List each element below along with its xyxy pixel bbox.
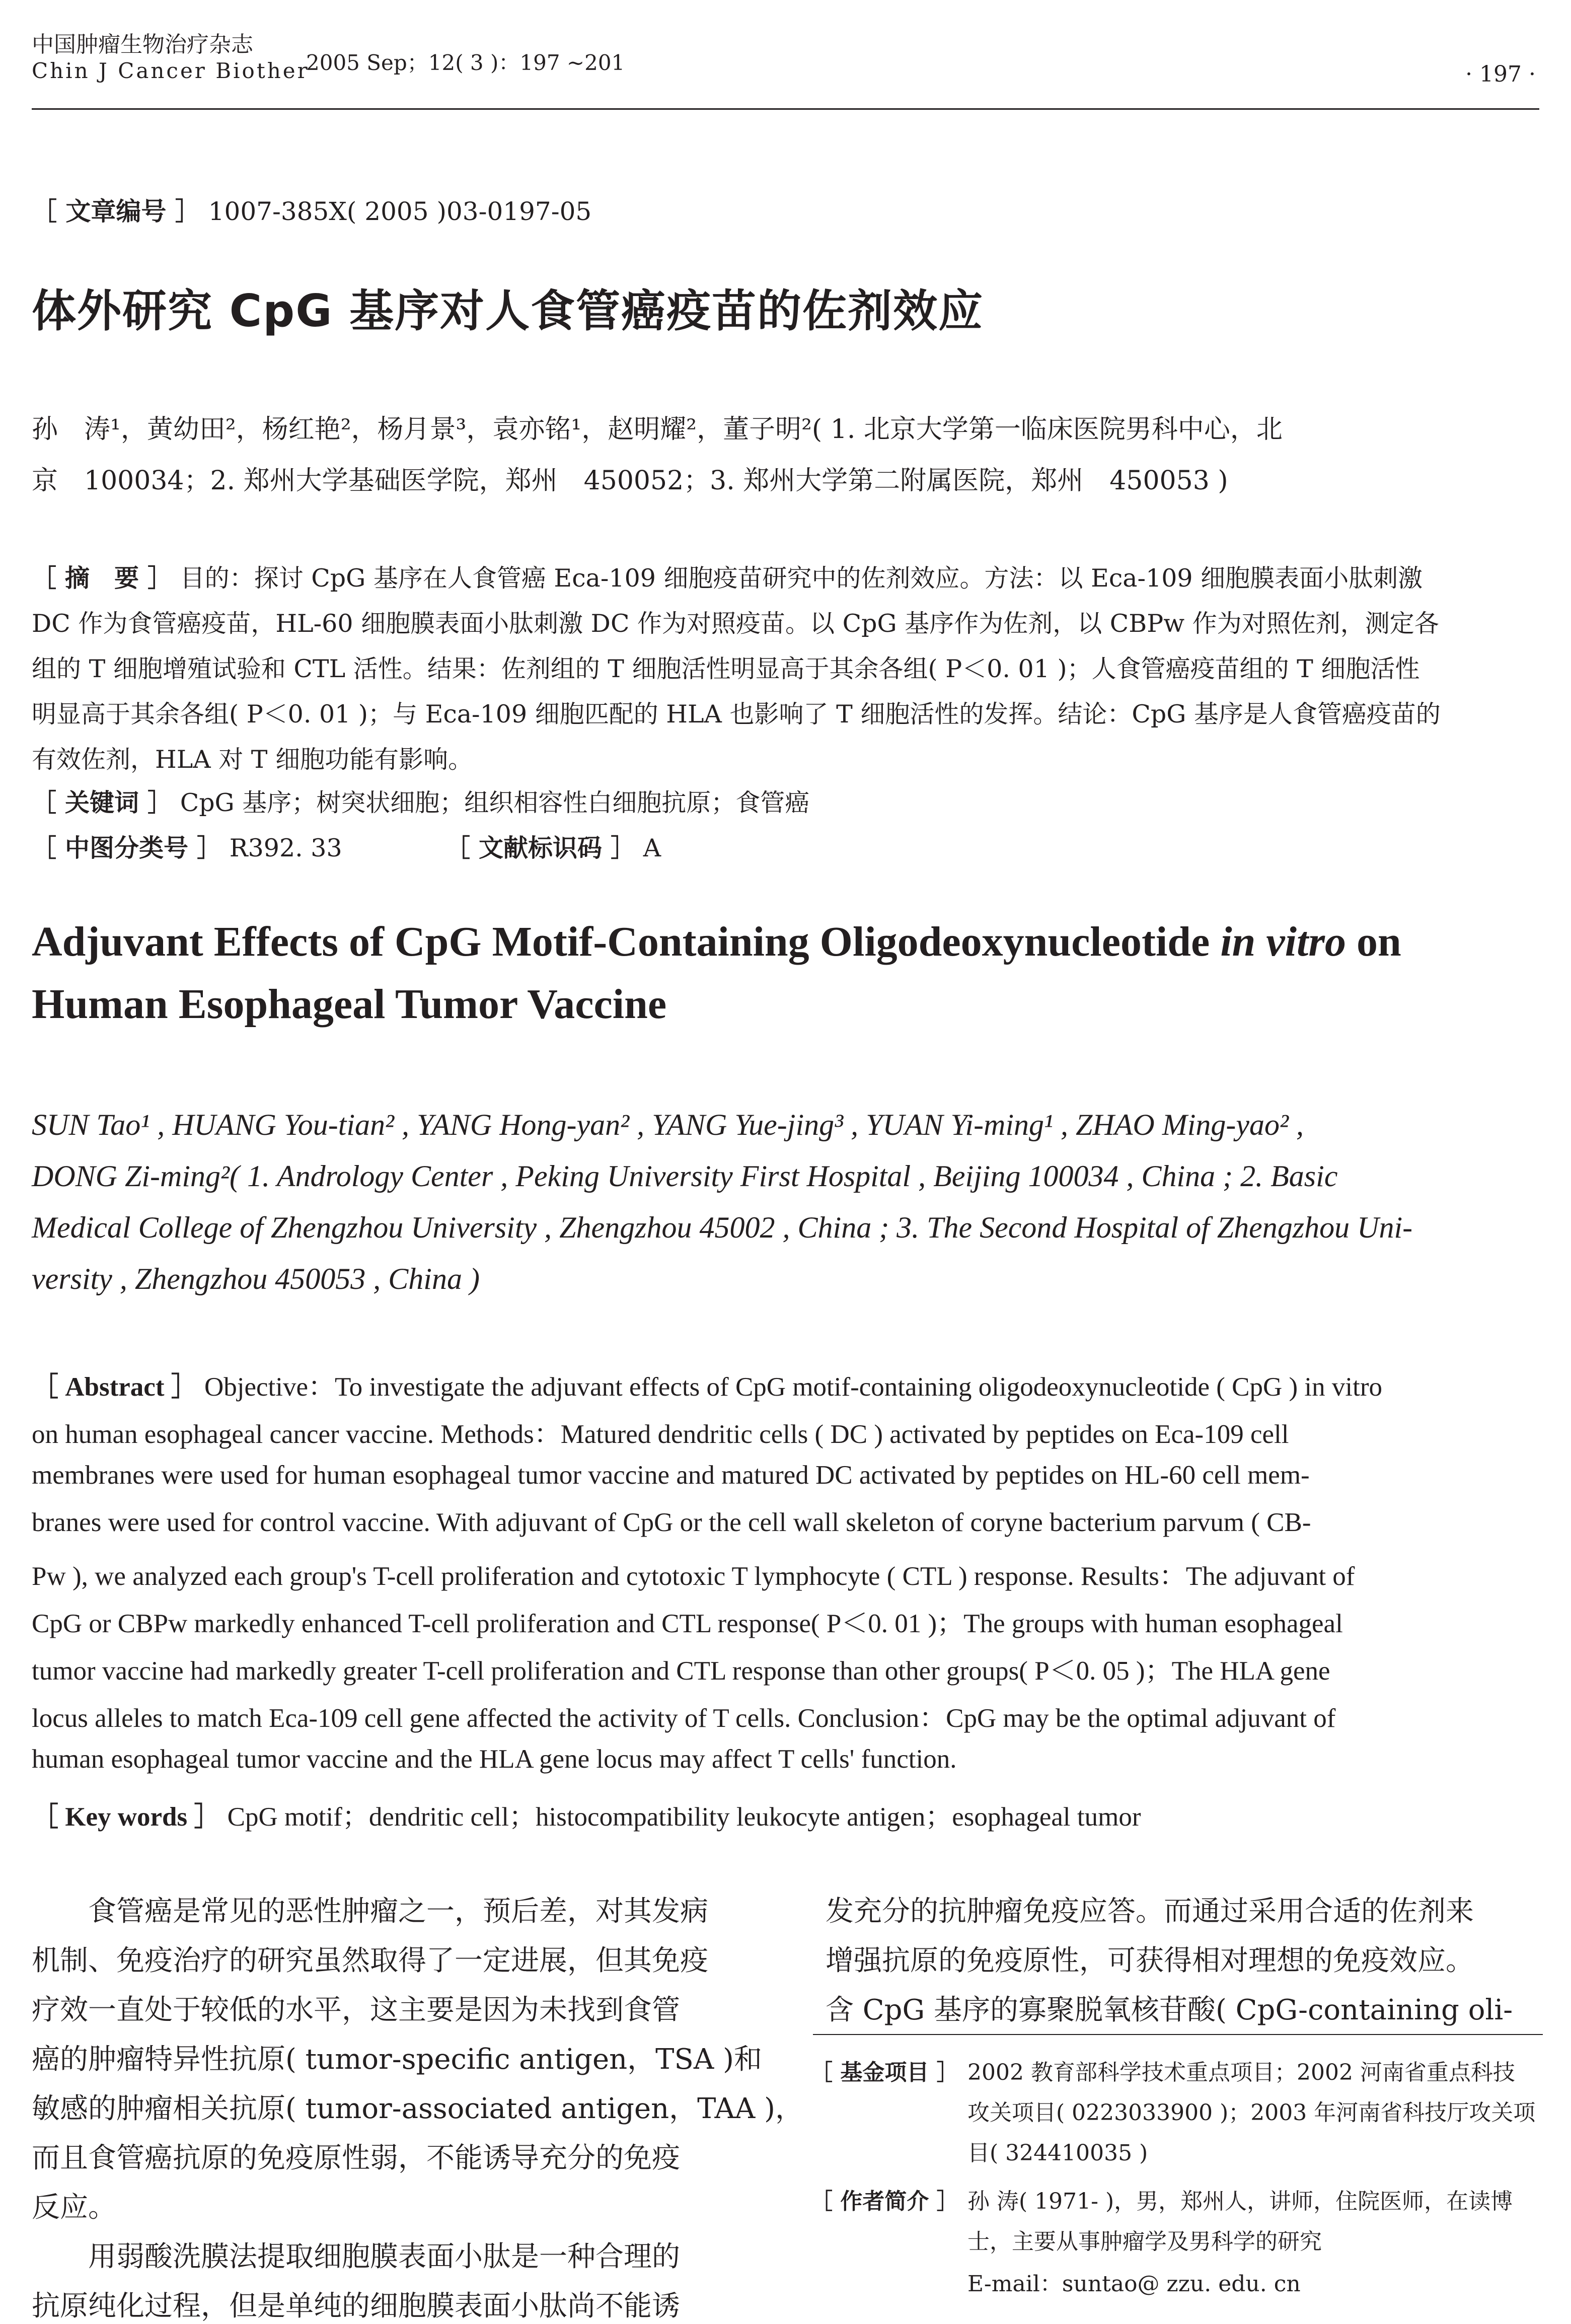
page-number: · 197 ·	[1465, 61, 1536, 87]
en-title-line-1	[32, 917, 1401, 966]
fund-text: 目( 324410035 )	[967, 2140, 1148, 2166]
article-number-label: ［ 文章编号 ］	[32, 197, 200, 226]
author-bio-text: 孙 涛( 1971- )，男，郑州人，讲师，住院医师，在读博	[967, 2189, 1513, 2214]
cn-authors-line-1: 孙 涛¹，黄幼田²，杨红艳²，杨月景³，袁亦铭¹，赵明耀²，董子明²( 1. 北京大学第一临床医院男科中心，北	[32, 414, 1283, 445]
en-abstract-line: locus alleles to match Eca-109 cell gene affected the activity of T cells. Conclusion：CpG may be the optimal adjuvant of	[32, 1704, 1336, 1733]
author-email: E-mail：suntao@ zzu. edu. cn	[967, 2271, 1301, 2297]
en-abstract-line	[32, 1365, 1382, 1404]
en-abstract-line: Pw ), we analyzed each group's T-cell proliferation and cytotoxic T lymphocyte ( CTL ) response. Results：The adjuvant of	[32, 1562, 1355, 1591]
article-number-value: 1007-385X( 2005 )03-0197-05	[208, 197, 592, 226]
footnote-rule	[813, 2034, 1543, 2035]
cn-abstract-line	[32, 559, 1423, 594]
fund-text: 攻关项目( 0223033900 )；2003 年河南省科技厅攻关项	[967, 2100, 1536, 2126]
en-authors-line: Medical College of Zhengzhou University , Zhengzhou 45002 , China ; 3. The Second Hospital of Zhengzhou Uni-	[32, 1211, 1413, 1244]
body-right-line: 含 CpG 基序的寡聚脱氧核苷酸( CpG-containing oli-	[826, 1994, 1513, 2026]
body-left-line: 疗效一直处于较低的水平，这主要是因为未找到食管	[32, 1994, 680, 2026]
cn-authors-line-2: 京 100034；2. 郑州大学基础医学院，郑州 450052；3. 郑州大学第二附属医院，郑州 450053 )	[32, 466, 1228, 496]
en-title-text: Adjuvant Effects of CpG Motif-Containing Oligodeoxynucleotide	[32, 918, 1221, 965]
body-left-line: 食管癌是常见的恶性肿瘤之一，预后差，对其发病	[32, 1895, 708, 1928]
doc-code-value: A	[643, 834, 661, 862]
en-authors-line: DONG Zi-ming²( 1. Andrology Center , Peking University First Hospital , Beijing 100034 , China ; 2. Basic	[32, 1159, 1338, 1193]
author-bio-line	[810, 2183, 959, 2215]
cn-abstract-line: DC 作为食管癌疫苗，HL-60 细胞膜表面小肽刺激 DC 作为对照疫苗。以 CpG 基序作为佐剂，以 CBPw 作为对照佐剂，测定各	[32, 609, 1439, 638]
journal-name-cn: 中国肿瘤生物治疗杂志	[32, 32, 253, 57]
en-abstract-line: membranes were used for human esophageal tumor vaccine and matured DC activated by peptides on HL-60 cell mem-	[32, 1461, 1310, 1490]
en-abstract-line: CpG or CBPw markedly enhanced T-cell proliferation and CTL response( P＜0. 01 )；The groups with human esophageal	[32, 1609, 1343, 1638]
fund-text: 2002 教育部科学技术重点项目；2002 河南省重点科技	[967, 2060, 1515, 2085]
body-right-line: 发充分的抗肿瘤免疫应答。而通过采用合适的佐剂来	[826, 1895, 1474, 1928]
en-title-line-2: Human Esophageal Tumor Vaccine	[32, 981, 667, 1028]
body-left-line: 用弱酸洗膜法提取细胞膜表面小肽是一种合理的	[32, 2240, 680, 2273]
cn-abstract-label: ［ 摘 要 ］	[32, 564, 173, 593]
en-authors-line: versity , Zhengzhou 450053 , China )	[32, 1262, 480, 1295]
author-bio-text: 士，主要从事肿瘤学及男科学的研究	[967, 2229, 1322, 2255]
cn-title: 体外研究 CpG 基序对人食管癌疫苗的佐剂效应	[32, 285, 984, 337]
en-authors-line: SUN Tao¹ , HUANG You-tian² , YANG Hong-yan² , YANG Yue-jing³ , YUAN Yi-ming¹ , ZHAO Ming-yao² ,	[32, 1108, 1304, 1141]
body-left-line: 抗原纯化过程，但是单纯的细胞膜表面小肽尚不能诱	[32, 2290, 680, 2322]
body-left-line: 机制、免疫治疗的研究虽然取得了一定进展，但其免疫	[32, 1944, 708, 1977]
cn-keywords-label: ［ 关键词 ］	[32, 788, 173, 817]
body-left-line: 敏感的肿瘤相关抗原( tumor-associated antigen，TAA )，	[32, 2092, 803, 2125]
cn-keywords-value: CpG 基序；树突状细胞；组织相容性白细胞抗原；食管癌	[180, 788, 810, 817]
author-bio-label: ［ 作者简介 ］	[810, 2189, 959, 2214]
en-title-italic: in vitro	[1220, 918, 1346, 965]
journal-name-en: Chin J Cancer Biother	[32, 58, 310, 83]
article-number	[32, 191, 591, 228]
cn-classification	[32, 829, 342, 864]
en-title-text: on	[1346, 918, 1401, 965]
en-abstract-text: Objective：To investigate the adjuvant effects of CpG motif-containing oligodeoxynucleotide ( CpG ) in vitro	[204, 1372, 1382, 1402]
volume-info: 2005 Sep；12( 3 )：197 ~201	[306, 50, 625, 75]
classification-value: R392. 33	[229, 834, 342, 862]
en-abstract-line: tumor vaccine had markedly greater T-cell proliferation and CTL response than other groups( P＜0. 05 )；The HLA gene	[32, 1656, 1330, 1686]
body-left-line: 反应。	[32, 2191, 116, 2224]
fund-label: ［ 基金项目 ］	[810, 2060, 959, 2085]
doc-code-label: ［ 文献标识码 ］	[445, 834, 636, 862]
en-abstract-line: on human esophageal cancer vaccine. Methods：Matured dendritic cells ( DC ) activated by peptides on Eca-109 cell	[32, 1420, 1289, 1449]
cn-abstract-line: 有效佐剂，HLA 对 T 细胞功能有影响。	[32, 745, 473, 774]
doc-code	[445, 829, 661, 864]
en-abstract-line: human esophageal tumor vaccine and the HLA gene locus may affect T cells' function.	[32, 1745, 957, 1774]
cn-abstract-line: 明显高于其余各组( P＜0. 01 )；与 Eca-109 细胞匹配的 HLA 也影响了 T 细胞活性的发挥。结论：CpG 基序是人食管癌疫苗的	[32, 700, 1441, 729]
en-keywords-label: ［ Key words ］	[32, 1802, 221, 1832]
cn-keywords	[32, 783, 809, 819]
body-right-line: 增强抗原的免疫原性，可获得相对理想的免疫效应。	[826, 1944, 1474, 1977]
en-abstract-line: branes were used for control vaccine. With adjuvant of CpG or the cell wall skeleton of coryne bacterium parvum ( CB-	[32, 1508, 1311, 1537]
cn-abstract-line: 组的 T 细胞增殖试验和 CTL 活性。结果：佐剂组的 T 细胞活性明显高于其余各组( P＜0. 01 )；人食管癌疫苗组的 T 细胞活性	[32, 655, 1420, 683]
body-left-line: 而且食管癌抗原的免疫原性弱，不能诱导充分的免疫	[32, 2142, 680, 2174]
cn-abstract-text: 目的：探讨 CpG 基序在人食管癌 Eca-109 细胞疫苗研究中的佐剂效应。方法：以 Eca-109 细胞膜表面小肽刺激	[180, 564, 1423, 593]
classification-label: ［ 中图分类号 ］	[32, 834, 222, 862]
en-keywords-value: CpG motif；dendritic cell；histocompatibility leukocyte antigen；esophageal tumor	[227, 1802, 1141, 1832]
en-keywords	[32, 1795, 1141, 1834]
header-rule	[32, 108, 1539, 110]
body-left-line: 癌的肿瘤特异性抗原( tumor-specific antigen，TSA )和	[32, 2043, 762, 2076]
en-abstract-label: ［ Abstract ］	[32, 1372, 198, 1402]
fund-line	[810, 2054, 959, 2086]
